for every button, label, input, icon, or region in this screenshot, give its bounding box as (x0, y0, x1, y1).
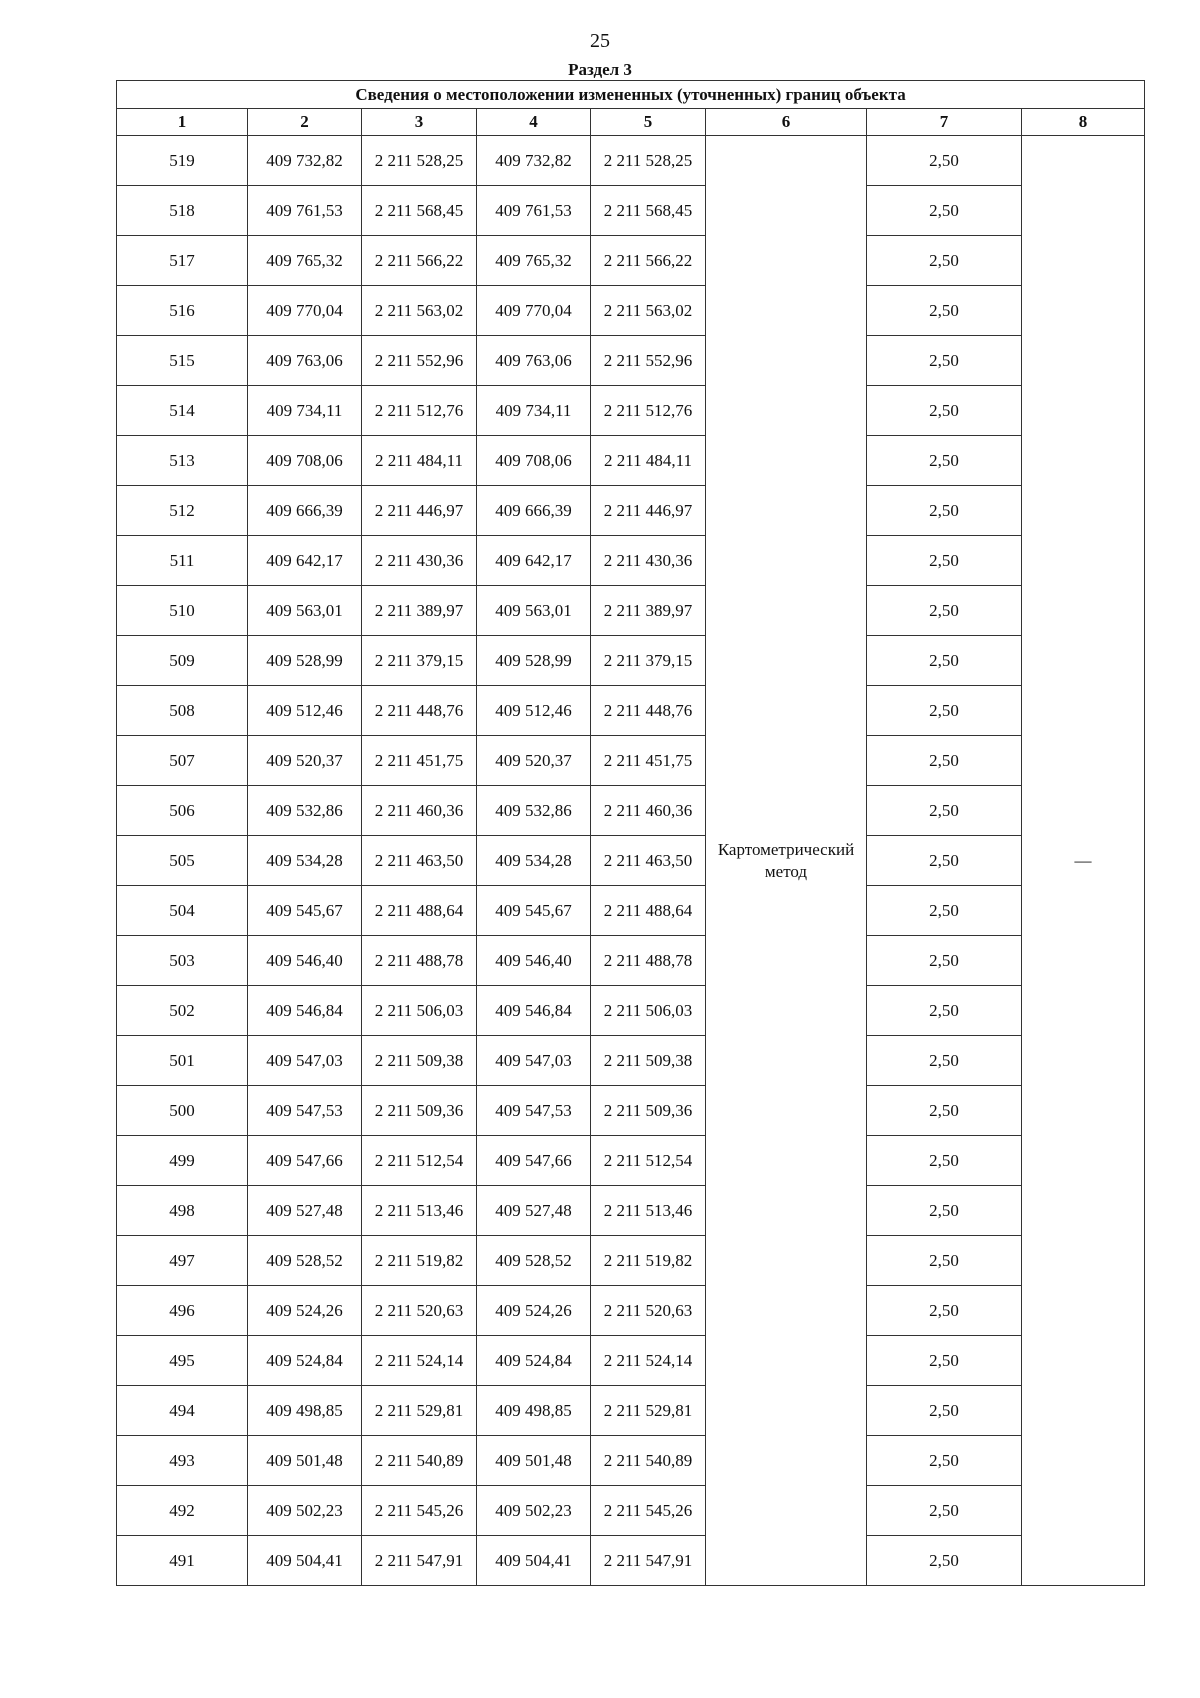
accuracy-cell: 2,50 (867, 686, 1022, 736)
table-row (117, 736, 1145, 786)
accuracy-cell: 2,50 (867, 1486, 1022, 1536)
x-new-cell: 409 732,82 (477, 136, 591, 186)
x-new-cell: 409 532,86 (477, 786, 591, 836)
y-new-cell: 2 211 566,22 (591, 236, 706, 286)
x-new-cell: 409 761,53 (477, 186, 591, 236)
y-new-cell: 2 211 484,11 (591, 436, 706, 486)
accuracy-cell: 2,50 (867, 1386, 1022, 1436)
point-number-cell: 509 (117, 636, 248, 686)
y-old-cell: 2 211 528,25 (362, 136, 477, 186)
accuracy-cell: 2,50 (867, 936, 1022, 986)
table-row (117, 1486, 1145, 1536)
accuracy-cell: 2,50 (867, 536, 1022, 586)
column8-cell: — (1022, 136, 1145, 1586)
table-row (117, 1236, 1145, 1286)
accuracy-cell: 2,50 (867, 1436, 1022, 1486)
point-number-cell: 516 (117, 286, 248, 336)
point-number-cell: 503 (117, 936, 248, 986)
y-old-cell: 2 211 451,75 (362, 736, 477, 786)
y-old-cell: 2 211 488,78 (362, 936, 477, 986)
x-old-cell: 409 563,01 (248, 586, 362, 636)
accuracy-cell: 2,50 (867, 786, 1022, 836)
x-old-cell: 409 732,82 (248, 136, 362, 186)
point-number-cell: 501 (117, 1036, 248, 1086)
y-old-cell: 2 211 563,02 (362, 286, 477, 336)
x-old-cell: 409 498,85 (248, 1386, 362, 1436)
section-title: Раздел 3 (568, 60, 632, 79)
x-new-cell: 409 547,03 (477, 1036, 591, 1086)
column-number-row (117, 109, 1145, 136)
table-row (117, 1536, 1145, 1586)
y-new-cell: 2 211 430,36 (591, 536, 706, 586)
y-old-cell: 2 211 448,76 (362, 686, 477, 736)
x-new-cell: 409 528,99 (477, 636, 591, 686)
table-row (117, 786, 1145, 836)
table-row (117, 586, 1145, 636)
y-new-cell: 2 211 509,38 (591, 1036, 706, 1086)
accuracy-cell: 2,50 (867, 386, 1022, 436)
y-new-cell: 2 211 488,64 (591, 886, 706, 936)
point-number-cell: 518 (117, 186, 248, 236)
accuracy-cell: 2,50 (867, 1136, 1022, 1186)
x-old-cell: 409 770,04 (248, 286, 362, 336)
x-new-cell: 409 524,84 (477, 1336, 591, 1386)
point-number-cell: 498 (117, 1186, 248, 1236)
point-number-cell: 514 (117, 386, 248, 436)
x-new-cell: 409 545,67 (477, 886, 591, 936)
column-number: 6 (706, 109, 867, 136)
y-old-cell: 2 211 379,15 (362, 636, 477, 686)
column-number: 7 (867, 109, 1022, 136)
point-number-cell: 512 (117, 486, 248, 536)
x-new-cell: 409 534,28 (477, 836, 591, 886)
y-new-cell: 2 211 520,63 (591, 1286, 706, 1336)
x-old-cell: 409 546,84 (248, 986, 362, 1036)
x-new-cell: 409 666,39 (477, 486, 591, 536)
y-old-cell: 2 211 552,96 (362, 336, 477, 386)
column-number: 3 (362, 109, 477, 136)
y-new-cell: 2 211 540,89 (591, 1436, 706, 1486)
y-old-cell: 2 211 509,38 (362, 1036, 477, 1086)
x-old-cell: 409 524,26 (248, 1286, 362, 1336)
accuracy-cell: 2,50 (867, 186, 1022, 236)
x-new-cell: 409 547,53 (477, 1086, 591, 1136)
y-new-cell: 2 211 547,91 (591, 1536, 706, 1586)
point-number-cell: 508 (117, 686, 248, 736)
point-number-cell: 510 (117, 586, 248, 636)
accuracy-cell: 2,50 (867, 1036, 1022, 1086)
y-new-cell: 2 211 509,36 (591, 1086, 706, 1136)
y-new-cell: 2 211 460,36 (591, 786, 706, 836)
x-new-cell: 409 547,66 (477, 1136, 591, 1186)
y-old-cell: 2 211 506,03 (362, 986, 477, 1036)
coordinates-table (116, 80, 1145, 1586)
y-new-cell: 2 211 488,78 (591, 936, 706, 986)
point-number-cell: 494 (117, 1386, 248, 1436)
y-new-cell: 2 211 446,97 (591, 486, 706, 536)
table-row (117, 1436, 1145, 1486)
x-old-cell: 409 708,06 (248, 436, 362, 486)
y-old-cell: 2 211 540,89 (362, 1436, 477, 1486)
column-number: 8 (1022, 109, 1145, 136)
y-old-cell: 2 211 547,91 (362, 1536, 477, 1586)
table-row (117, 186, 1145, 236)
y-old-cell: 2 211 568,45 (362, 186, 477, 236)
accuracy-cell: 2,50 (867, 436, 1022, 486)
y-new-cell: 2 211 524,14 (591, 1336, 706, 1386)
point-number-cell: 495 (117, 1336, 248, 1386)
column-number: 2 (248, 109, 362, 136)
x-old-cell: 409 532,86 (248, 786, 362, 836)
point-number-cell: 517 (117, 236, 248, 286)
accuracy-cell: 2,50 (867, 1086, 1022, 1136)
table-row (117, 286, 1145, 336)
y-old-cell: 2 211 446,97 (362, 486, 477, 536)
y-new-cell: 2 211 513,46 (591, 1186, 706, 1236)
x-old-cell: 409 527,48 (248, 1186, 362, 1236)
x-new-cell: 409 498,85 (477, 1386, 591, 1436)
point-number-cell: 519 (117, 136, 248, 186)
y-old-cell: 2 211 529,81 (362, 1386, 477, 1436)
x-new-cell: 409 708,06 (477, 436, 591, 486)
y-old-cell: 2 211 519,82 (362, 1236, 477, 1286)
y-new-cell: 2 211 506,03 (591, 986, 706, 1036)
x-old-cell: 409 666,39 (248, 486, 362, 536)
y-old-cell: 2 211 524,14 (362, 1336, 477, 1386)
x-old-cell: 409 512,46 (248, 686, 362, 736)
x-old-cell: 409 642,17 (248, 536, 362, 586)
accuracy-cell: 2,50 (867, 986, 1022, 1036)
x-old-cell: 409 534,28 (248, 836, 362, 886)
table-body (117, 136, 1145, 1586)
x-new-cell: 409 520,37 (477, 736, 591, 786)
y-old-cell: 2 211 389,97 (362, 586, 477, 636)
y-old-cell: 2 211 566,22 (362, 236, 477, 286)
point-number-cell: 502 (117, 986, 248, 1036)
y-old-cell: 2 211 520,63 (362, 1286, 477, 1336)
x-old-cell: 409 524,84 (248, 1336, 362, 1386)
accuracy-cell: 2,50 (867, 736, 1022, 786)
x-old-cell: 409 765,32 (248, 236, 362, 286)
x-new-cell: 409 504,41 (477, 1536, 591, 1586)
table-row (117, 1286, 1145, 1336)
x-new-cell: 409 763,06 (477, 336, 591, 386)
y-new-cell: 2 211 545,26 (591, 1486, 706, 1536)
y-new-cell: 2 211 568,45 (591, 186, 706, 236)
y-old-cell: 2 211 430,36 (362, 536, 477, 586)
point-number-cell: 491 (117, 1536, 248, 1586)
y-old-cell: 2 211 460,36 (362, 786, 477, 836)
point-number-cell: 515 (117, 336, 248, 386)
x-new-cell: 409 563,01 (477, 586, 591, 636)
x-new-cell: 409 512,46 (477, 686, 591, 736)
point-number-cell: 511 (117, 536, 248, 586)
y-old-cell: 2 211 509,36 (362, 1086, 477, 1136)
x-new-cell: 409 528,52 (477, 1236, 591, 1286)
x-old-cell: 409 763,06 (248, 336, 362, 386)
y-old-cell: 2 211 545,26 (362, 1486, 477, 1536)
x-old-cell: 409 528,99 (248, 636, 362, 686)
y-new-cell: 2 211 512,54 (591, 1136, 706, 1186)
column-number: 4 (477, 109, 591, 136)
table-row (117, 436, 1145, 486)
column-number: 1 (117, 109, 248, 136)
y-old-cell: 2 211 463,50 (362, 836, 477, 886)
y-old-cell: 2 211 512,76 (362, 386, 477, 436)
x-old-cell: 409 504,41 (248, 1536, 362, 1586)
accuracy-cell: 2,50 (867, 636, 1022, 686)
accuracy-cell: 2,50 (867, 586, 1022, 636)
point-number-cell: 500 (117, 1086, 248, 1136)
table-row (117, 986, 1145, 1036)
x-old-cell: 409 545,67 (248, 886, 362, 936)
x-old-cell: 409 528,52 (248, 1236, 362, 1286)
table-row (117, 336, 1145, 386)
x-old-cell: 409 734,11 (248, 386, 362, 436)
table-row (117, 1186, 1145, 1236)
x-old-cell: 409 547,03 (248, 1036, 362, 1086)
x-old-cell: 409 761,53 (248, 186, 362, 236)
column-number: 5 (591, 109, 706, 136)
y-new-cell: 2 211 379,15 (591, 636, 706, 686)
y-new-cell: 2 211 451,75 (591, 736, 706, 786)
x-new-cell: 409 527,48 (477, 1186, 591, 1236)
accuracy-cell: 2,50 (867, 836, 1022, 886)
table-row (117, 936, 1145, 986)
table-row (117, 1136, 1145, 1186)
table-row (117, 636, 1145, 686)
x-old-cell: 409 520,37 (248, 736, 362, 786)
point-number-cell: 493 (117, 1436, 248, 1486)
x-new-cell: 409 546,84 (477, 986, 591, 1036)
table-caption: Сведения о местоположении измененных (уточненных) границ объекта (117, 81, 1145, 109)
y-new-cell: 2 211 389,97 (591, 586, 706, 636)
y-new-cell: 2 211 552,96 (591, 336, 706, 386)
accuracy-cell: 2,50 (867, 886, 1022, 936)
x-new-cell: 409 501,48 (477, 1436, 591, 1486)
x-new-cell: 409 734,11 (477, 386, 591, 436)
table-row (117, 1336, 1145, 1386)
point-number-cell: 492 (117, 1486, 248, 1536)
point-number-cell: 513 (117, 436, 248, 486)
y-old-cell: 2 211 484,11 (362, 436, 477, 486)
x-old-cell: 409 547,53 (248, 1086, 362, 1136)
point-number-cell: 504 (117, 886, 248, 936)
y-new-cell: 2 211 463,50 (591, 836, 706, 886)
table-row (117, 1386, 1145, 1436)
table-row (117, 1086, 1145, 1136)
x-new-cell: 409 765,32 (477, 236, 591, 286)
table-row (117, 136, 1145, 186)
point-number-cell: 499 (117, 1136, 248, 1186)
point-number-cell: 507 (117, 736, 248, 786)
x-old-cell: 409 502,23 (248, 1486, 362, 1536)
accuracy-cell: 2,50 (867, 336, 1022, 386)
y-old-cell: 2 211 513,46 (362, 1186, 477, 1236)
x-old-cell: 409 546,40 (248, 936, 362, 986)
accuracy-cell: 2,50 (867, 1286, 1022, 1336)
table-row (117, 386, 1145, 436)
x-new-cell: 409 546,40 (477, 936, 591, 986)
x-old-cell: 409 547,66 (248, 1136, 362, 1186)
accuracy-cell: 2,50 (867, 136, 1022, 186)
accuracy-cell: 2,50 (867, 286, 1022, 336)
table-row (117, 486, 1145, 536)
y-new-cell: 2 211 512,76 (591, 386, 706, 436)
x-new-cell: 409 524,26 (477, 1286, 591, 1336)
y-new-cell: 2 211 563,02 (591, 286, 706, 336)
table-row (117, 836, 1145, 886)
y-old-cell: 2 211 512,54 (362, 1136, 477, 1186)
y-new-cell: 2 211 528,25 (591, 136, 706, 186)
table-row (117, 686, 1145, 736)
x-new-cell: 409 770,04 (477, 286, 591, 336)
accuracy-cell: 2,50 (867, 1336, 1022, 1386)
accuracy-cell: 2,50 (867, 1236, 1022, 1286)
y-new-cell: 2 211 529,81 (591, 1386, 706, 1436)
y-old-cell: 2 211 488,64 (362, 886, 477, 936)
y-new-cell: 2 211 519,82 (591, 1236, 706, 1286)
page-number: 25 (590, 30, 610, 52)
accuracy-cell: 2,50 (867, 236, 1022, 286)
point-number-cell: 506 (117, 786, 248, 836)
point-number-cell: 497 (117, 1236, 248, 1286)
x-new-cell: 409 642,17 (477, 536, 591, 586)
table-row (117, 886, 1145, 936)
table-row (117, 1036, 1145, 1086)
point-number-cell: 496 (117, 1286, 248, 1336)
accuracy-cell: 2,50 (867, 1186, 1022, 1236)
method-cell: Картометрический метод (706, 136, 867, 1586)
y-new-cell: 2 211 448,76 (591, 686, 706, 736)
table-row (117, 236, 1145, 286)
table-row (117, 536, 1145, 586)
x-new-cell: 409 502,23 (477, 1486, 591, 1536)
point-number-cell: 505 (117, 836, 248, 886)
x-old-cell: 409 501,48 (248, 1436, 362, 1486)
accuracy-cell: 2,50 (867, 486, 1022, 536)
accuracy-cell: 2,50 (867, 1536, 1022, 1586)
